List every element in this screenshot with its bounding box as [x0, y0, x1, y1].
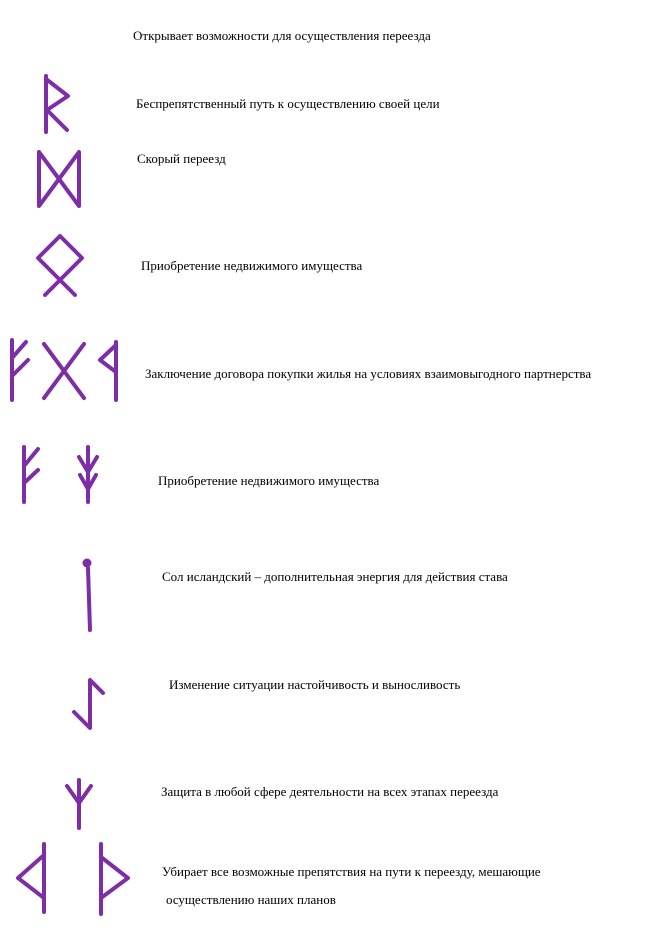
thurisaz-description-line-1: Убирает все возможные препятствия на пути к переезду, мешающие [162, 864, 541, 879]
thurisaz-mirrored-rune-icon [18, 844, 44, 912]
thurisaz-rune-icon [101, 844, 128, 914]
wunjo-rune-icon [100, 342, 116, 400]
fehu-rune-icon-2 [24, 447, 38, 502]
fehu-algiz-description: Приобретение недвижимого имущества [158, 473, 380, 488]
eihwaz-description: Изменение ситуации настойчивость и выносливость [169, 677, 461, 692]
algiz-rune-icon [67, 780, 91, 828]
gebo-rune-icon [44, 344, 84, 398]
intro-text: Открывает возможности для осуществления переезда [133, 28, 431, 43]
dagaz-description: Скорый переезд [137, 151, 226, 166]
algiz-description: Защита в любой сфере деятельности на всех этапах переезда [161, 784, 499, 799]
dagaz-rune-icon [39, 152, 79, 206]
thurisaz-description-line-2: осуществлению наших планов [166, 892, 336, 907]
othala-rune-icon [38, 236, 82, 295]
eihwaz-rune-icon [74, 680, 103, 728]
raido-rune-icon [46, 76, 68, 132]
fehu-gebo-wunjo-description: Заключение договора покупки жилья на условиях взаимовыгодного партнерства [145, 366, 592, 381]
othala-description: Приобретение недвижимого имущества [141, 258, 363, 273]
algiz-inverted-rune-icon [79, 447, 97, 502]
sol-description: Сол исландский – дополнительная энергия для действия става [162, 569, 508, 584]
fehu-rune-icon [12, 340, 28, 400]
sol-rune-icon [83, 559, 92, 631]
raido-description: Беспрепятственный путь к осуществлению своей цели [136, 96, 440, 111]
